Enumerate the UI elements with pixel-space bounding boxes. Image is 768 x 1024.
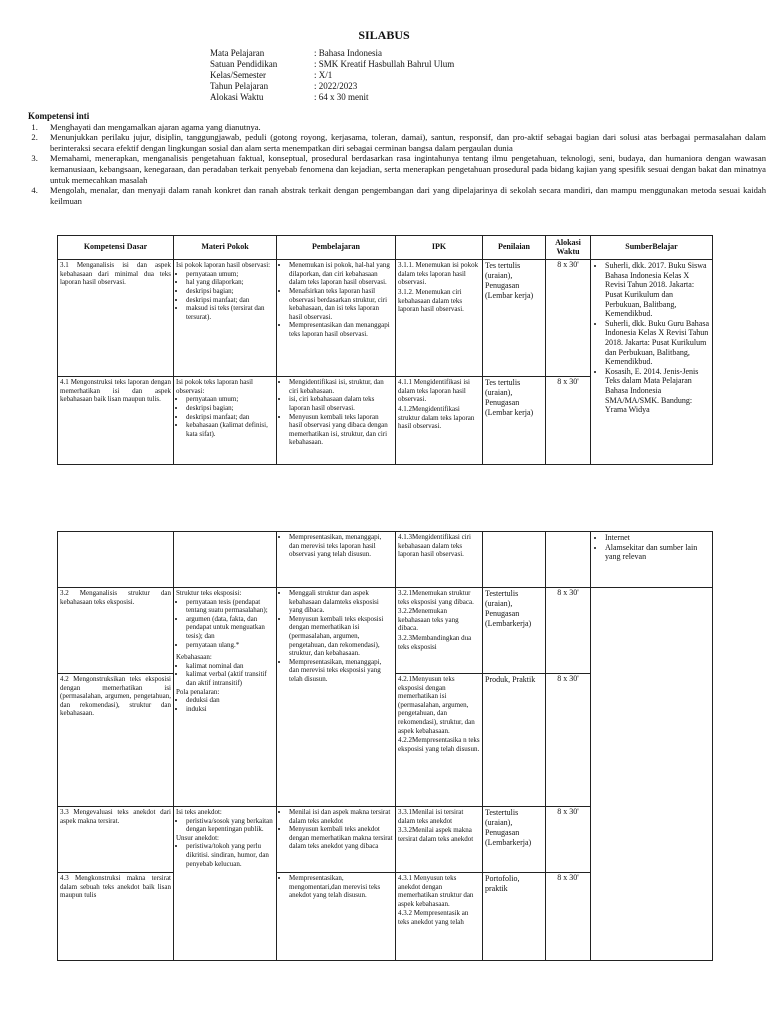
list-item: • Mempresentasikan, menanggapi, dan merevisi teks eksposisi yang telah disusun. — [289, 658, 393, 684]
pembelajaran-cell — [277, 873, 396, 961]
penilaian-cell: Testertulis (uraian), Penugasan (Lembarkerja) — [483, 807, 546, 873]
ipk-item: 4.1.2Mengidentifikasi struktur dalam teks laporan hasil observasi. — [398, 404, 475, 431]
list-item: • peristiwa/sosok yang berkaitan dengan kepentingan publik. — [186, 817, 274, 834]
list-item: • Suherli, dkk. 2017. Buku Siswa Bahasa Indonesia Kelas X Revisi Tahun 2018. Jakarta: Pusat Kurikulum dan Perbukuan, Balitbang, Kemendikbud. — [605, 261, 710, 319]
ipk-item: 4.1.1 Mengidentifikasi isi dalam teks laporan hasil observasi. — [398, 378, 470, 404]
info-row — [210, 59, 454, 70]
materi-intro: Isi teks anekdot: — [176, 808, 222, 816]
table-row — [58, 532, 713, 588]
sumber-list — [593, 261, 710, 415]
penilaian-cell: Testertulis (uraian), Penugasan (Lembarkerja) — [483, 588, 546, 674]
list-item: • Mengidentifikasi isi, struktur, dan ciri kebahasaan. — [289, 378, 393, 395]
header-ipk: IPK — [396, 236, 483, 260]
ipk-item: 3.3.2Menilai aspek makna tersirat dalam teks anekdot — [398, 826, 474, 843]
materi-cell — [174, 588, 277, 807]
ipk-item: 3.3.1Menilai isi tersirat dalam teks anekdot — [398, 808, 464, 825]
list-item: • Menyusun kembali teks eksposisi dengan memerhatikan isi (permasalahan, argumen, pengetahuan, dan rekomendasi), struktur, dan kebahasaan. — [289, 615, 393, 658]
info-value: : 64 x 30 menit — [314, 92, 369, 102]
kd-cell: 3.1 Menganalisis isi dan aspek kebahasaan dari minimal dua teks laporan hasil observasi. — [58, 260, 174, 377]
ipk-cell — [396, 873, 483, 961]
list-item: • Menyusun kembali teks anekdot dengan memerhatikan makna tersirat dalam teks anekdot yang dibaca — [289, 825, 393, 851]
list-item: • Internet — [605, 533, 710, 543]
materi-list — [176, 662, 274, 688]
kd-cell: 4.3 Mengkonstruksi makna tersirat dalam sebuah teks anekdot baik lisan maupun tulis — [58, 873, 174, 961]
pembelajaran-cell — [277, 532, 396, 588]
pembelajaran-list — [279, 874, 393, 900]
materi-intro: Pola penalaran: — [176, 687, 220, 696]
ipk-item: 3.2.3Membandingkan dua teks eksposisi — [398, 633, 472, 651]
info-label: Kelas/Semester — [210, 70, 266, 80]
materi-cell — [174, 260, 277, 377]
info-value: : Bahasa Indonesia — [314, 48, 382, 58]
list-item: • Mempresentasikan dan menanggapi teks laporan hasil observasi. — [289, 321, 393, 338]
penilaian-cell: Tes tertulis (uraian), Penugasan (Lembar kerja) — [483, 260, 546, 377]
table-row — [58, 588, 713, 674]
materi-intro: Kebahasaan: — [176, 653, 212, 662]
info-row — [210, 92, 454, 103]
ipk-item: 3.2.2Menemukan kebahasaan teks yang dibaca. — [398, 607, 459, 633]
info-label: Satuan Pendidikan — [210, 59, 278, 69]
list-item: • Menafsirkan teks laporan hasil observasi berdasarkan struktur, ciri kebahasaan, dan isi teks laporan hasil observasi. — [289, 287, 393, 321]
list-item: • deduksi dan — [186, 696, 274, 705]
header-materi-pokok: Materi Pokok — [174, 236, 277, 260]
materi-list — [176, 270, 274, 322]
pembelajaran-cell — [277, 588, 396, 807]
list-item: • Kosasih, E. 2014. Jenis-Jenis Teks dalam Mata Pelajaran Bahasa Indonesia SMA/MA/SMK. Bandung: Yrama Widya — [605, 367, 710, 415]
materi-intro: Isi pokok teks laporan hasil observasi: — [176, 378, 253, 395]
list-item: • pernyataan umum; — [186, 270, 274, 279]
list-item: • Menyusun kembali teks laporan hasil observasi yang dibaca dengan memerhatikan isi, struktur, dan ciri kebahasaan. — [289, 413, 393, 447]
info-label: Tahun Pelajaran — [210, 81, 269, 91]
list-item: • deskripsi manfaat; dan — [186, 413, 274, 422]
materi-list — [176, 395, 274, 438]
list-item: • Mempresentasikan, menanggapi, dan merevisi teks laporan hasil observasi yang telah disusun. — [289, 533, 393, 559]
ipk-cell — [396, 807, 483, 873]
alokasi-cell: 8 x 30' — [546, 873, 591, 961]
ipk-cell — [396, 532, 483, 588]
list-item: • Suherli, dkk. Buku Guru Bahasa Indonesia Kelas X Revisi Tahun 2018. Jakarta: Pusat Kurikulum dan Perbukuan, Balitbang, Kemendikbud. — [605, 319, 710, 367]
materi-intro: Struktur teks eksposisi: — [176, 589, 242, 597]
kd-cell: 4.2 Mengonstruksikan teks eksposisi dengan memerhatikan isi (permasalahan, argumen, pengetahuan, dan rekomendasi), struktur dan kebahasaan. — [58, 674, 174, 807]
list-item: • kebahasaan (kalimat definisi, kata sifat). — [186, 421, 274, 438]
ipk-item: 4.1.3Mengidentifikasi ciri kebahasaan dalam teks laporan hasil observasi. — [398, 533, 471, 559]
list-item: • Menilai isi dan aspek makna tersirat dalam teks anekdot — [289, 808, 393, 825]
pembelajaran-list — [279, 261, 393, 338]
penilaian-cell: Portofolio, praktik — [483, 873, 546, 961]
table-header-row — [58, 236, 713, 260]
materi-cell — [174, 377, 277, 465]
header-kompetensi-dasar: Kompetensi Dasar — [58, 236, 174, 260]
list-item: • maksud isi teks (tersirat dan tersurat). — [186, 304, 274, 321]
header-alokasi-waktu: Alokasi Waktu — [546, 236, 591, 260]
kompetensi-inti-list — [28, 122, 766, 207]
info-row — [210, 70, 454, 81]
pembelajaran-cell — [277, 377, 396, 465]
ipk-item: 4.3.2 Mempresentasik an teks anekdot yang telah — [398, 909, 469, 926]
info-label: Alokasi Waktu — [210, 92, 264, 102]
materi-intro: Isi pokok laporan hasil observasi: — [176, 261, 271, 270]
penilaian-cell: Produk, Praktik — [483, 674, 546, 807]
penilaian-cell — [483, 532, 546, 588]
list-item: • Menemukan isi pokok, hal-hal yang dilaporkan, dan ciri kebahasaan dalam teks laporan hasil observasi. — [289, 261, 393, 287]
kompetensi-inti-item: 2. Menunjukkan perilaku jujur, disiplin, tanggungjawab, peduli (gotong royong, kerjasama, toleran, damai), santun, responsif, dan pro-aktif sebagai bagian dari solusi atas berbagai permasalahan dalam berinteraksi secara efektif dengan lingkungan sosial dan alam serta menempatkan diri sebagai cerminan bangsa dalam pergaulan dunia — [40, 132, 766, 153]
materi-intro: Unsur anekdot: — [176, 833, 219, 842]
ipk-item: 4.2.2Mempresentasika n teks eksposisi yang telah disusun. — [398, 736, 480, 753]
pembelajaran-list — [279, 808, 393, 851]
list-item: • pernyataan umum; — [186, 395, 274, 404]
list-item: • deskripsi bagian; — [186, 404, 274, 413]
materi-list — [176, 817, 274, 834]
list-item: • Mempresentasikan, mengomentari,dan merevisi teks anekdot yang telah disusun. — [289, 874, 393, 900]
alokasi-cell: 8 x 30' — [546, 674, 591, 807]
kompetensi-inti-item: 1. Menghayati dan mengamalkan ajaran agama yang dianutnya. — [40, 122, 766, 133]
alokasi-cell: 8 x 30' — [546, 807, 591, 873]
list-item: • Alamsekitar dan sumber lain yang relevan — [605, 543, 710, 562]
kd-cell — [58, 532, 174, 588]
list-item: • kalimat nominal dan — [186, 662, 274, 671]
info-label: Mata Pelajaran — [210, 48, 265, 58]
list-item: • kalimat verbal (aktif transitif dan aktif intransitif) — [186, 670, 274, 687]
ipk-item: 4.2.1Menyusun teks eksposisi dengan memerhatikan isi (permasalahan, argumen, pengetahuan, dan rekomendasi), struktur, dan aspek kebahasaan. — [398, 675, 475, 735]
info-row — [210, 81, 454, 92]
header-pembelajaran: Pembelajaran — [277, 236, 396, 260]
materi-list — [176, 696, 274, 713]
alokasi-cell — [546, 532, 591, 588]
list-item: • argumen (data, fakta, dan pendapat untuk menguatkan tesis); dan — [186, 615, 274, 641]
alokasi-cell: 8 x 30' — [546, 260, 591, 377]
info-value: : SMK Kreatif Hasbullah Bahrul Ulum — [314, 59, 455, 69]
alokasi-cell: 8 x 30' — [546, 588, 591, 674]
ipk-item: 4.3.1 Menyusun teks anekdot dengan memerhatikan struktur dan aspek kebahasaan. — [398, 874, 474, 908]
list-item: • isi, ciri kebahasaan dalam teks laporan hasil observasi. — [289, 395, 393, 412]
ipk-item: 3.1.2. Menemukan ciri kebahasaan dalam teks laporan hasil observasi. — [398, 287, 464, 314]
kompetensi-inti — [28, 111, 766, 206]
penilaian-cell: Tes tertulis (uraian), Penugasan (Lembar kerja) — [483, 377, 546, 465]
info-value: : X/1 — [314, 70, 333, 80]
list-item: • peristiwa/tokoh yang perlu dikritisi. sindiran, humor, dan penyebab kelucuan. — [186, 842, 274, 868]
syllabus-info — [210, 48, 454, 103]
list-item: • induksi — [186, 705, 274, 714]
sumber-list — [593, 533, 710, 562]
kompetensi-inti-heading: Kompetensi inti — [28, 111, 90, 121]
pembelajaran-list — [279, 378, 393, 447]
materi-list — [176, 842, 274, 868]
info-value: : 2022/2023 — [314, 81, 358, 91]
pembelajaran-cell — [277, 260, 396, 377]
materi-list — [176, 598, 274, 650]
header-penilaian: Penilaian — [483, 236, 546, 260]
ipk-item: 3.2.1Menemukan struktur teks eksposisi yang dibaca. — [398, 589, 474, 606]
ipk-cell — [396, 588, 483, 674]
ipk-cell — [396, 377, 483, 465]
ipk-cell — [396, 674, 483, 807]
materi-cell — [174, 532, 277, 588]
syllabus-table-1 — [57, 235, 713, 465]
header-sumber-belajar: SumberBelajar — [591, 236, 713, 260]
list-item: • pernyataan ulang.* — [186, 641, 274, 650]
list-item: • deskripsi manfaat; dan — [186, 296, 274, 305]
sumber-cell — [591, 260, 713, 465]
sumber-cell — [591, 588, 713, 961]
materi-cell — [174, 807, 277, 961]
document-title: SILABUS — [358, 28, 410, 42]
info-row — [210, 48, 454, 59]
alokasi-cell: 8 x 30' — [546, 377, 591, 465]
kd-cell: 3.3 Mengevaluasi teks anekdot dari aspek makna tersirat. — [58, 807, 174, 873]
ipk-cell — [396, 260, 483, 377]
pembelajaran-list — [279, 533, 393, 559]
list-item: • deskripsi bagian; — [186, 287, 274, 296]
ipk-item: 3.1.1. Menemukan isi pokok dalam teks laporan hasil observasi. — [398, 261, 479, 287]
kompetensi-inti-item: 4. Mengolah, menalar, dan menyaji dalam ranah konkret dan ranah abstrak terkait dengan pengembangan dari yang dipelajarinya di sekolah secara mandiri, dan mampu menggunakan metoda sesuai kaidah keilmuan — [40, 185, 766, 206]
list-item: • hal yang dilaporkan; — [186, 278, 274, 287]
kd-cell: 3.2 Menganalisis struktur dan kebahasaan teks eksposisi. — [58, 588, 174, 674]
pembelajaran-list — [279, 589, 393, 684]
syllabus-table-2 — [57, 531, 713, 961]
kd-cell: 4.1 Mengonstruksi teks laporan dengan memerhatikan isi dan aspek kebahasaan baik lisan maupun tulis. — [58, 377, 174, 465]
sumber-cell — [591, 532, 713, 588]
pembelajaran-cell — [277, 807, 396, 873]
kompetensi-inti-item: 3. Memahami, menerapkan, menganalisis pengetahuan faktual, konseptual, prosedural berdasarkan rasa ingintahunya tentang ilmu pengetahuan, teknologi, seni, budaya, dan humaniora dengan wawasan kemanusiaan, kebangsaan, kenegaraan, dan peradaban terkait penyebab fenomena dan kejadian, serta menerapkan pengetahuan prosedural pada bidang kajian yang spesifik sesuai dengan bakat dan minatnya untuk memecahkan masalah — [40, 153, 766, 185]
list-item: • pernyataan tesis (pendapat tentang suatu permasalahan); — [186, 598, 274, 615]
table-row — [58, 260, 713, 377]
list-item: • Menggali struktur dan aspek kebahasaan dalamteks eksposisi yang dibaca. — [289, 589, 393, 615]
